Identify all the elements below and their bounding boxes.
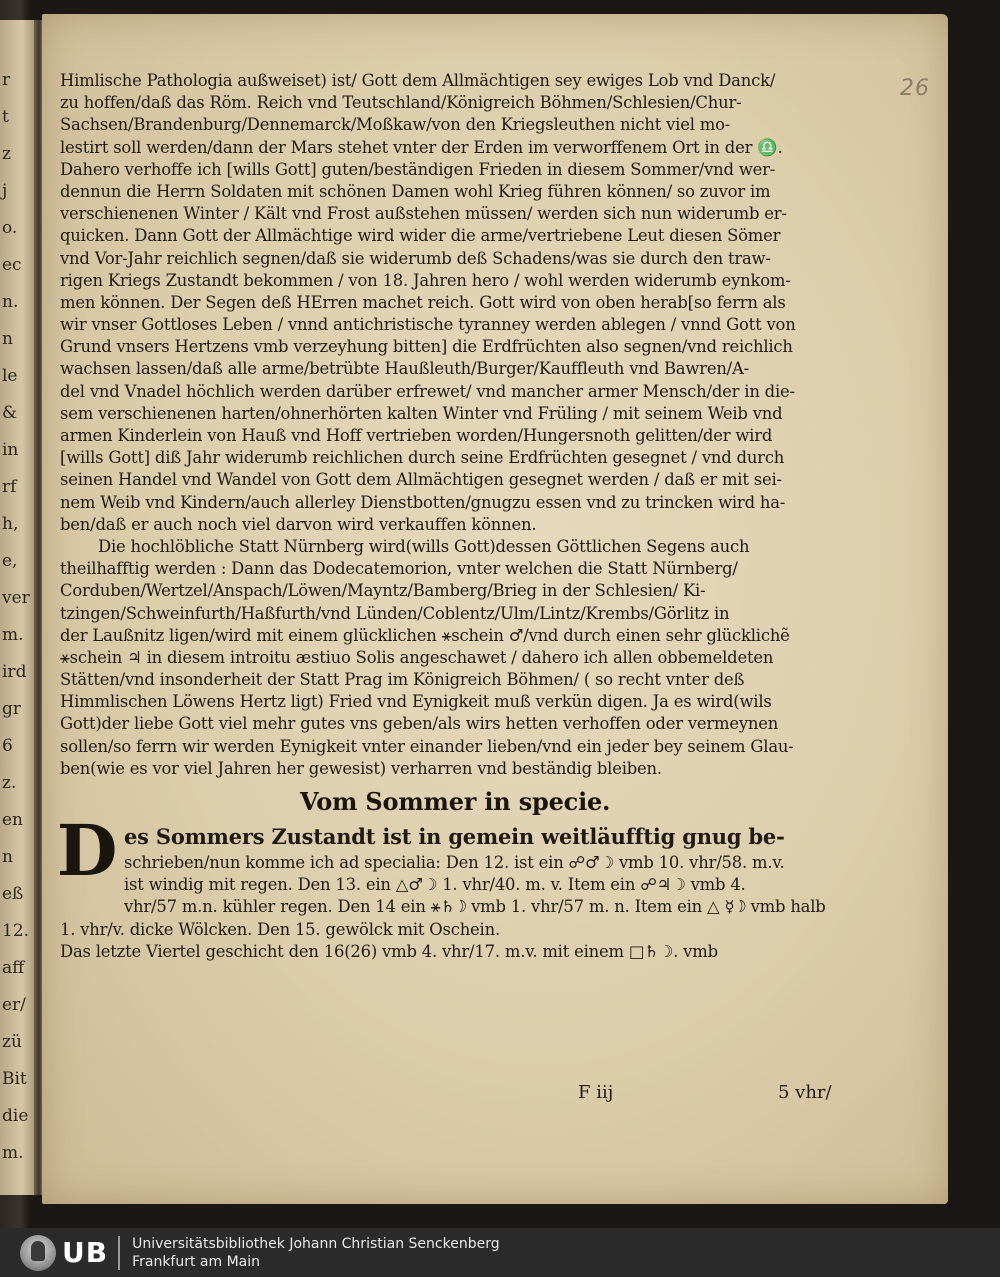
text-line: ist windig mit regen. Den 13. ein △♂☽ 1. vhr/40. m. v. Item ein ☍♃☽ vmb 4. <box>124 875 746 895</box>
text-line: wachsen lassen/daß alle arme/betrübte Haußleuth/Burger/Kauffleuth vnd Bawren/A- <box>60 359 749 379</box>
section-heading: Vom Sommer in specie. <box>300 787 611 816</box>
library-name <box>132 1235 500 1271</box>
text-line: tzingen/Schweinfurth/Haßfurth/vnd Lünden/Coblentz/Ulm/Lintz/Krembs/Görlitz in <box>60 603 730 623</box>
text-line: men können. Der Segen deß HErren machet reich. Gott wird von oben herab[so ferrn als <box>60 292 786 312</box>
initial-line: es Sommers Zustandt ist in gemein weitläufftig gnug be- <box>124 824 785 849</box>
paragraph-1 <box>60 70 848 536</box>
text-line: zu hoffen/daß das Röm. Reich vnd Teutschland/Königreich Böhmen/Schlesien/Chur- <box>60 93 742 113</box>
text-line: Corduben/Wertzel/Anspach/Löwen/Mayntz/Bamberg/Brieg in der Schlesien/ Ki- <box>60 581 706 601</box>
previous-page-fragment: le <box>2 366 18 386</box>
previous-page-fragment: n. <box>2 292 19 312</box>
previous-page-fragment: Bit <box>2 1069 27 1089</box>
text-line: rigen Kriegs Zustandt bekommen / von 18. Jahren hero / wohl werden widerumb eynkom- <box>60 270 791 290</box>
library-seal-icon <box>20 1235 56 1271</box>
text-line: armen Kinderlein von Hauß vnd Hoff vertrieben worden/Hungersnoth gelitten/der wird <box>60 426 773 445</box>
previous-page-fragment: ec <box>2 255 22 275</box>
text-line: ben/daß er auch noch viel darvon wird verkauffen können. <box>60 514 537 534</box>
previous-page-fragment: n <box>2 847 13 867</box>
previous-page-fragment: m. <box>2 625 24 645</box>
previous-page-fragment: t <box>2 107 9 127</box>
text-line: Das letzte Viertel geschicht den 16(26) vmb 4. vhr/17. m.v. mit einem □♄☽. vmb <box>60 941 718 961</box>
text-line: wir vnser Gottloses Leben / vnnd antichristische tyranney werden ablegen / vnnd Gott von <box>60 315 796 335</box>
text-line: seinen Handel vnd Wandel von Gott dem Allmächtigen gesegnet werden / daß er mit sei- <box>60 470 782 490</box>
signature-mark: F iij <box>578 1082 614 1103</box>
previous-page-fragment: 6 <box>2 736 13 756</box>
text-line: dennun die Herrn Soldaten mit schönen Damen wohl Krieg führen können/ so zuvor im <box>60 181 771 201</box>
paragraph-3 <box>60 852 848 963</box>
library-footer <box>0 1228 1000 1277</box>
previous-page-fragment: en <box>2 810 24 830</box>
previous-page-fragment: gr <box>2 699 22 719</box>
text-line: sollen/so ferrn wir werden Eynigkeit vnter einander lieben/vnd ein jeder bey seinem Glau- <box>60 736 794 756</box>
page-body <box>56 70 848 963</box>
text-line: theilhafftig werden : Dann das Dodecatemorion, vnter welchen die Statt Nürnberg/ <box>60 559 738 579</box>
previous-page-fragment: die <box>2 1106 29 1126</box>
text-line: sem verschienenen harten/ohnerhörten kalten Winter vnd Früling / mit seinem Weib vnd <box>60 403 783 423</box>
text-line: del vnd Vnadel höchlich werden darüber erfrewet/ vnd mancher armer Mensch/der in die- <box>60 381 795 401</box>
text-line: vnd Vor-Jahr reichlich segnen/daß sie widerumb deß Schadens/was sie durch den traw- <box>60 248 771 268</box>
catchword: 5 vhr/ <box>778 1082 832 1103</box>
text-line: lestirt soll werden/dann der Mars stehet vnter der Erden im verworffenem Ort in der ♎. <box>60 137 783 157</box>
text-line: verschienenen Winter / Kält vnd Frost außstehen müssen/ werden sich nun widerumb er- <box>60 204 787 224</box>
previous-page-fragment: m. <box>2 1143 24 1163</box>
library-name-line-2: Frankfurt am Main <box>132 1253 261 1270</box>
paragraph-2 <box>60 536 848 780</box>
text-line: 1. vhr/v. dicke Wölcken. Den 15. gewölck mit Oschein. <box>60 919 500 939</box>
text-line: Die hochlöbliche Statt Nürnberg wird(wills Gott)dessen Göttlichen Segens auch <box>98 536 750 556</box>
text-line: Gott)der liebe Gott viel mehr gutes vns geben/als wirs hetten verhoffen oder vermeynen <box>60 714 779 734</box>
previous-page-fragment: n <box>2 329 13 349</box>
text-line: ⚹schein ♃ in diesem introitu æstiuo Solis angeschawet / dahero ich allen obbemeldeten <box>60 647 774 667</box>
text-line: schrieben/nun komme ich ad specialia: Den 12. ist ein ☍♂☽ vmb 10. vhr/58. m.v. <box>124 853 785 872</box>
text-line: [wills Gott] diß Jahr widerumb reichlichen durch seine Erdfrüchten gesegnet / vnd durch <box>60 448 785 468</box>
document-page <box>42 14 948 1204</box>
previous-page-fragment: & <box>2 403 18 423</box>
previous-page-fragment: in <box>2 440 19 460</box>
previous-page-fragment: er/ <box>2 995 26 1015</box>
library-name-line-1: Universitätsbibliothek Johann Christian Senckenberg <box>132 1235 500 1252</box>
folio-note: 26 <box>900 76 930 101</box>
previous-page-fragment: aff <box>2 958 25 978</box>
previous-page-fragment: z <box>2 144 11 164</box>
library-logo: UB <box>62 1236 120 1270</box>
text-line: Himmlischen Löwens Hertz ligt) Fried vnd Eynigkeit muß verkün digen. Ja es wird(wils <box>60 692 772 712</box>
previous-page-fragment: o. <box>2 218 18 238</box>
previous-page-edge <box>0 20 36 1195</box>
text-line: quicken. Dann Gott der Allmächtige wird wider die arme/vertriebene Leut diesen Sömer <box>60 226 781 246</box>
previous-page-fragment: r <box>2 70 11 90</box>
previous-page-fragment: e, <box>2 551 18 571</box>
previous-page-fragment: ver <box>2 588 30 608</box>
text-line: Stätten/vnd insonderheit der Statt Prag im Königreich Böhmen/ ( so recht vnter deß <box>60 670 745 690</box>
previous-page-fragment: 12. <box>2 921 30 941</box>
previous-page-fragment: j <box>2 181 8 201</box>
text-line: nem Weib vnd Kindern/auch allerley Dienstbotten/gnugzu essen vnd zu trincken wird ha- <box>60 492 786 512</box>
previous-page-fragment: h, <box>2 514 19 534</box>
initial-paragraph <box>56 809 848 963</box>
previous-page-fragment: eß <box>2 884 24 904</box>
decorated-initial: D <box>56 809 118 892</box>
text-line: der Laußnitz ligen/wird mit einem glücklichen ⚹schein ♂/vnd durch einen sehr glücklichẽ <box>60 625 790 645</box>
previous-page-fragment: rf <box>2 477 17 497</box>
text-line: Dahero verhoffe ich [wills Gott] guten/beständigen Frieden in diesem Sommer/vnd wer- <box>60 159 776 179</box>
text-line: Sachsen/Brandenburg/Dennemarck/Moßkaw/von den Kriegsleuthen nicht viel mo- <box>60 115 731 135</box>
text-line: Himlische Pathologia außweiset) ist/ Gott dem Allmächtigen sey ewiges Lob vnd Danck/ <box>60 71 776 90</box>
text-line: ben(wie es vor viel Jahren her gewesist) verharren vnd beständig bleiben. <box>60 758 662 778</box>
previous-page-fragment: zü <box>2 1032 22 1052</box>
previous-page-fragment: ird <box>2 662 27 682</box>
previous-page-fragment: z. <box>2 773 17 793</box>
text-line: vhr/57 m.n. kühler regen. Den 14 ein ⚹♄☽ vmb 1. vhr/57 m. n. Item ein △ ☿☽ vmb halb <box>124 897 826 917</box>
text-line: Grund vnsers Hertzens vmb verzeyhung bitten] die Erdfrüchten also segnen/vnd reichlich <box>60 337 793 357</box>
